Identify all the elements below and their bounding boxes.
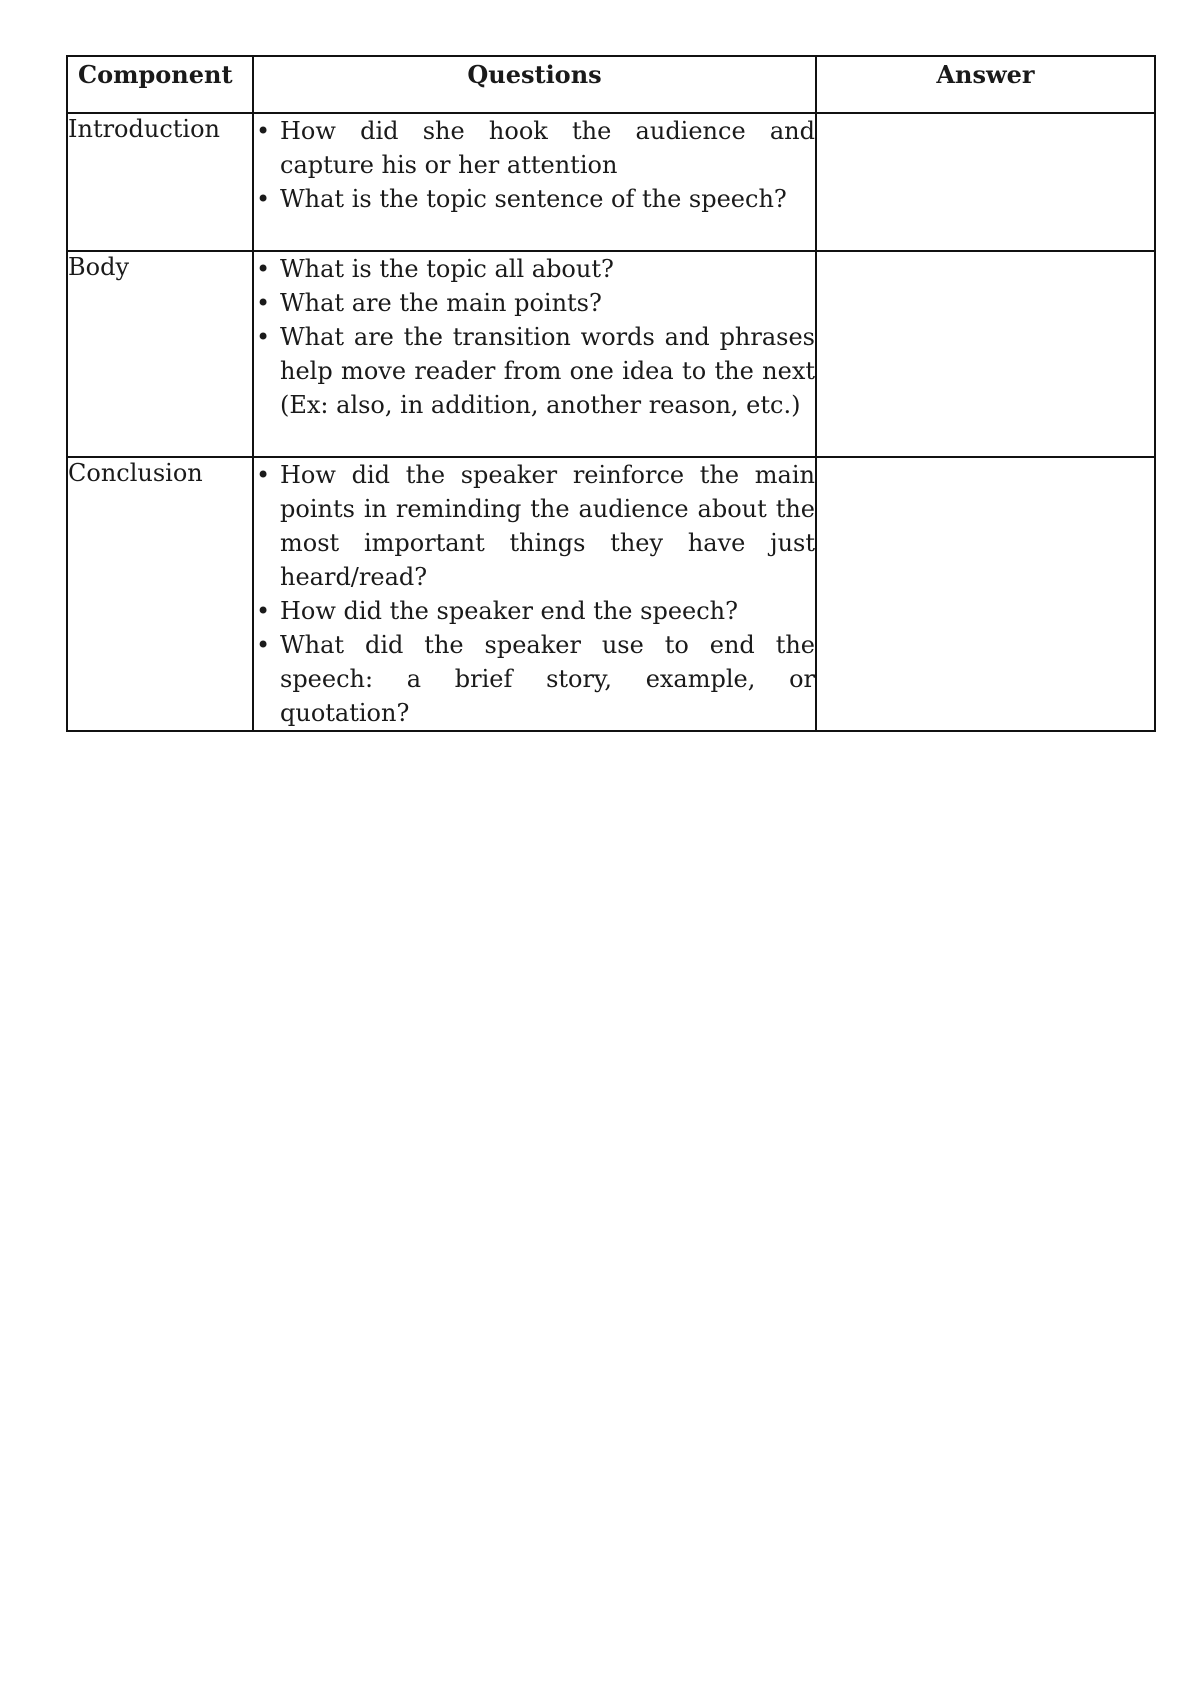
question-list	[254, 458, 815, 730]
header-row	[67, 56, 1155, 113]
questions-cell	[253, 457, 816, 731]
table-row-conclusion	[67, 457, 1155, 731]
table-row-introduction	[67, 113, 1155, 251]
question-item: • What are the transition words and phrases help move reader from one idea to the next (Ex: also, in addition, another reason, etc.)	[254, 320, 815, 422]
answer-cell[interactable]	[816, 457, 1155, 731]
questions-cell	[253, 251, 816, 457]
answer-cell[interactable]	[816, 113, 1155, 251]
component-cell: Body	[67, 251, 253, 457]
header-questions: Questions	[253, 56, 816, 113]
question-item: • What is the topic sentence of the speech?	[254, 182, 815, 216]
questions-cell	[253, 113, 816, 251]
header-answer: Answer	[816, 56, 1155, 113]
question-item: • How did she hook the audience and capture his or her attention	[254, 114, 815, 182]
question-item: • How did the speaker reinforce the main points in reminding the audience about the most important things they have just heard/read?	[254, 458, 815, 594]
question-item: • What are the main points?	[254, 286, 815, 320]
component-cell: Introduction	[67, 113, 253, 251]
question-item: • What is the topic all about?	[254, 252, 815, 286]
question-list	[254, 252, 815, 422]
speech-analysis-table	[66, 55, 1156, 732]
header-component: Component	[67, 56, 253, 113]
component-cell: Conclusion	[67, 457, 253, 731]
answer-cell[interactable]	[816, 251, 1155, 457]
question-item: • How did the speaker end the speech?	[254, 594, 815, 628]
question-item: • What did the speaker use to end the speech: a brief story, example, or quotation?	[254, 628, 815, 730]
table-row-body	[67, 251, 1155, 457]
question-list	[254, 114, 815, 216]
